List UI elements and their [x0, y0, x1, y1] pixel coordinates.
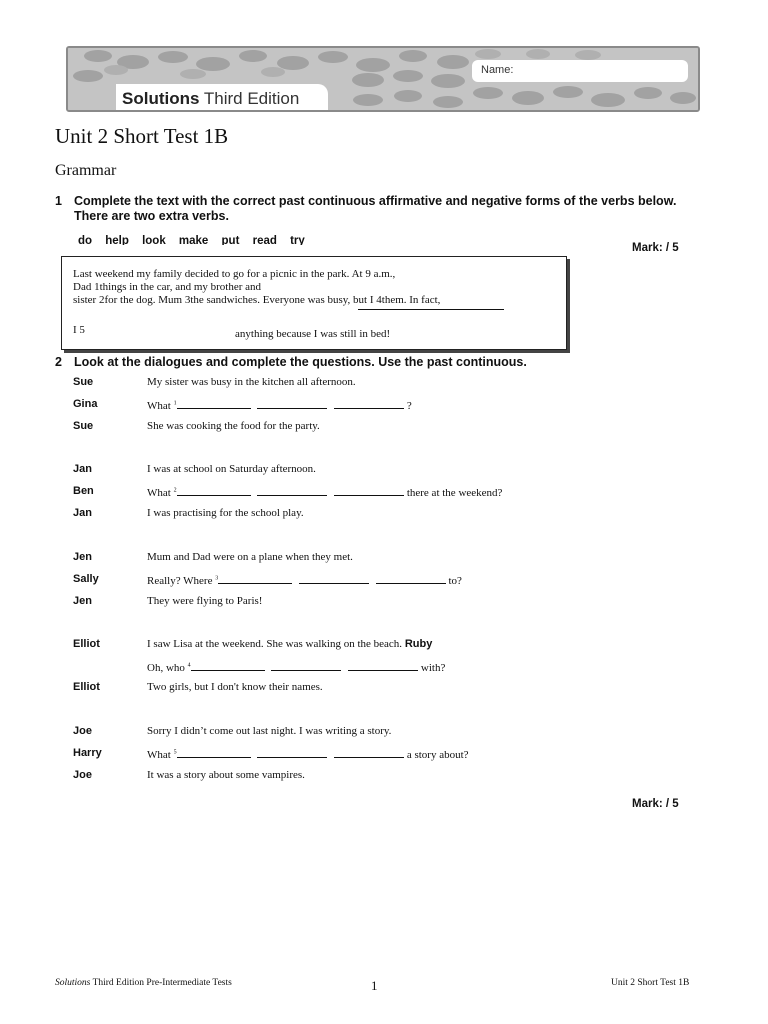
question-line [147, 573, 462, 587]
dialogue-line: She was cooking the food for the party. [147, 420, 320, 432]
q1-text-line: anything because I was still in bed! [235, 328, 391, 340]
page-title: Unit 2 Short Test 1B [55, 124, 229, 148]
inline-speaker-label: Ruby [404, 638, 433, 650]
footer-brand: Solutions [55, 978, 91, 988]
dialogue-line: They were flying to Paris! [147, 595, 263, 607]
speaker-label: Gina [73, 398, 98, 410]
q1-text-line: I 5 [73, 324, 85, 336]
speaker-label: Jen [73, 551, 92, 563]
footer-series: Third Edition Pre-Intermediate Tests [90, 978, 232, 988]
name-label: Name: [481, 64, 514, 76]
footer-right: Unit 2 Short Test 1B [611, 978, 690, 988]
question-prefix: What [147, 487, 174, 499]
question-suffix: ? [406, 400, 412, 412]
question-prefix: Really? Where [147, 575, 216, 587]
brand-edition: Third Edition [203, 89, 300, 108]
brand-logo [122, 89, 299, 109]
answer-blank[interactable] [257, 398, 327, 409]
header-banner [66, 46, 700, 112]
speaker-label: Jan [73, 507, 92, 519]
answer-blank[interactable] [376, 573, 446, 584]
question-number: 2 [173, 487, 177, 494]
question-suffix: there at the weekend? [406, 487, 503, 499]
question-line [147, 485, 502, 499]
dialogue-line: Two girls, but I don't know their names. [147, 681, 323, 693]
verb-list: do help look make put read try [78, 235, 305, 245]
speaker-label: Sally [73, 573, 99, 585]
answer-blank[interactable] [334, 485, 404, 496]
section-heading: Grammar [55, 162, 117, 179]
brand-box [116, 84, 328, 112]
dialogue-line: It was a story about some vampires. [147, 769, 305, 781]
speaker-label: Sue [73, 376, 94, 388]
question-suffix: to? [448, 575, 462, 587]
question-number: 4 [187, 662, 191, 669]
speaker-label: Jan [73, 463, 92, 475]
q1-mark: Mark: / 5 [632, 242, 679, 251]
q1-instruction-line1: Complete the text with the correct past continuous affirmative and negative forms of the verbs below. [74, 194, 677, 208]
speaker-label: Jen [73, 595, 92, 607]
q1-text-line: Last weekend my family decided to go for a picnic in the park. At 9 a.m., [73, 268, 396, 280]
answer-blank[interactable] [358, 299, 504, 310]
question-line [147, 398, 412, 412]
question-prefix: Oh, who [147, 662, 188, 674]
dialogue-line: I was at school on Saturday afternoon. [147, 463, 316, 475]
dialogue-line: I was practising for the school play. [147, 507, 304, 519]
question-line [147, 747, 469, 761]
question-number: 1 [173, 400, 177, 407]
answer-blank[interactable] [177, 747, 251, 758]
question-number: 5 [173, 749, 177, 756]
speaker-label: Elliot [73, 638, 100, 650]
q2-number: 2 [55, 355, 62, 369]
speaker-label: Joe [73, 769, 92, 781]
name-field[interactable] [472, 60, 688, 82]
q1-instruction-line2: There are two extra verbs. [74, 209, 229, 223]
q1-text-line: Dad 1things in the car, and my brother and [73, 281, 262, 293]
footer-left [55, 978, 232, 988]
answer-blank[interactable] [218, 573, 292, 584]
speaker-label: Sue [73, 420, 94, 432]
q2-instruction: Look at the dialogues and complete the questions. Use the past continuous. [74, 355, 527, 369]
speaker-label: Elliot [73, 681, 100, 693]
answer-blank[interactable] [257, 747, 327, 758]
q1-number: 1 [55, 194, 62, 208]
dialogue-line: Mum and Dad were on a plane when they met. [147, 551, 353, 563]
answer-blank[interactable] [348, 660, 418, 671]
answer-blank[interactable] [191, 660, 265, 671]
answer-blank[interactable] [271, 660, 341, 671]
dialogue-line: My sister was busy in the kitchen all afternoon. [147, 376, 356, 388]
speaker-label: Ben [73, 485, 94, 497]
brand-bold: Solutions [122, 89, 200, 108]
answer-blank[interactable] [177, 485, 251, 496]
answer-blank[interactable] [299, 573, 369, 584]
question-number: 3 [215, 575, 219, 582]
q2-mark: Mark: / 5 [632, 798, 679, 807]
dialogue-line: Sorry I didn’t come out last night. I was writing a story. [147, 725, 392, 737]
answer-blank[interactable] [257, 485, 327, 496]
dialogue-text: I saw Lisa at the weekend. She was walking on the beach. [147, 638, 403, 650]
q1-text-box [61, 256, 567, 350]
answer-blank[interactable] [334, 398, 404, 409]
answer-blank[interactable] [334, 747, 404, 758]
question-suffix: a story about? [406, 749, 469, 761]
question-line [147, 660, 445, 674]
page-number: 1 [371, 978, 378, 993]
answer-blank[interactable] [177, 398, 251, 409]
q1-instruction [74, 194, 714, 224]
question-prefix: What [147, 400, 174, 412]
dialogue-line [147, 638, 432, 650]
question-prefix: What [147, 749, 174, 761]
question-suffix: with? [420, 662, 446, 674]
speaker-label: Harry [73, 747, 102, 759]
q1-text-line: sister 2for the dog. Mum 3the sandwiches. Everyone was busy, but I 4them. In fact, [73, 294, 441, 306]
speaker-label: Joe [73, 725, 92, 737]
